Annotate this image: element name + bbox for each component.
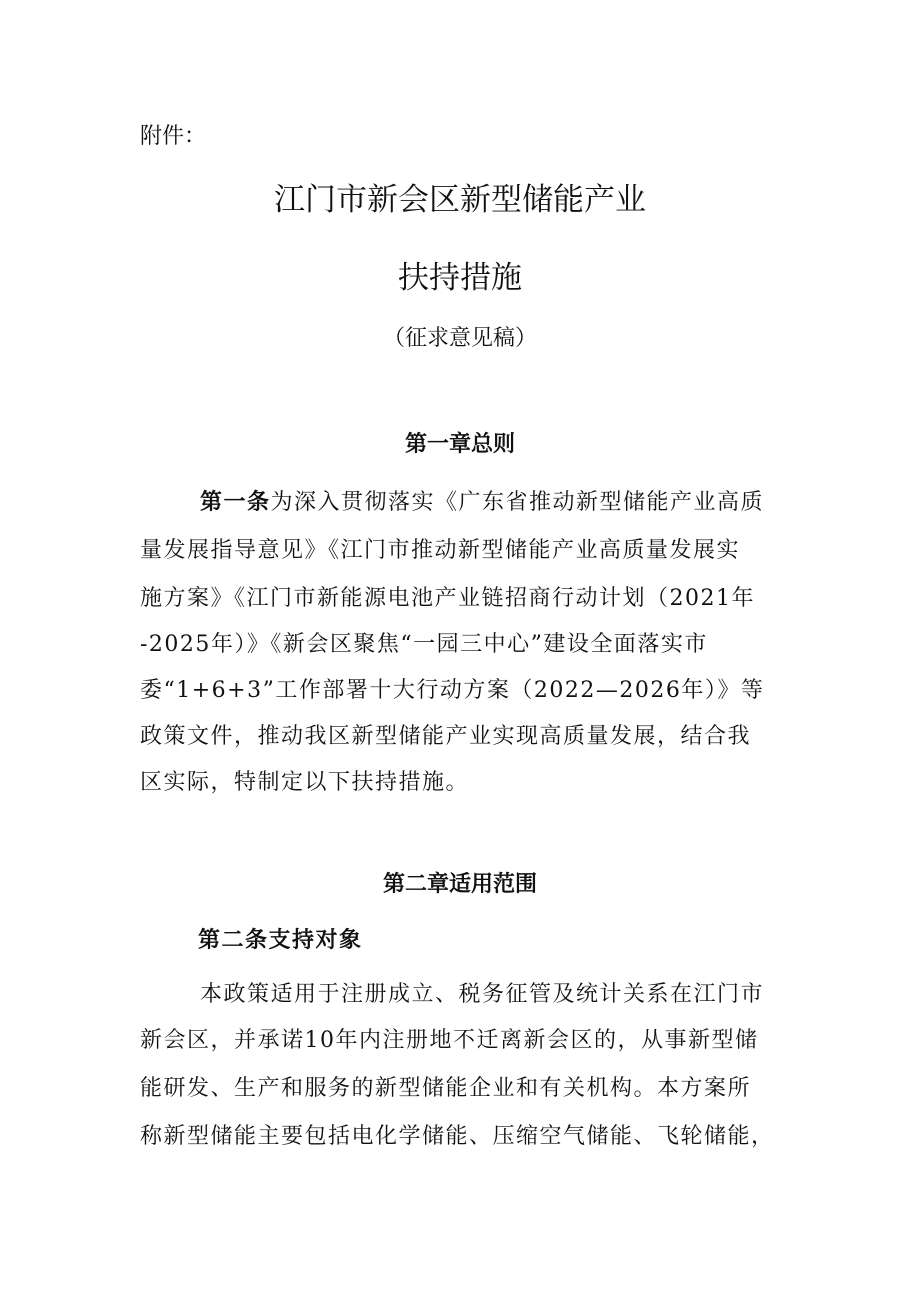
article-2-line-3: 能研发、生产和服务的新型储能企业和有关机构。本方案所: [140, 1076, 752, 1101]
chapter-1-heading: 第一章总则: [404, 432, 515, 457]
article-1-line-5: 委“1+6+3”工作部署十大行动方案（2022—2026年）》等: [140, 678, 765, 703]
attachment-label: 附件：: [140, 124, 207, 149]
article-1-text: 为深入贯彻落实《广东省推动新型储能产业高质: [270, 490, 765, 515]
article-1-line-3: 施方案》《江门市新能源电池产业链招商行动计划（2021年: [140, 586, 755, 611]
article-1-label: 第一条: [200, 490, 271, 515]
article-1-line-2: 量发展指导意见》《江门市推动新型储能产业高质量发展实: [140, 538, 741, 563]
document-title-line-1: 江门市新会区新型储能产业: [274, 182, 646, 218]
article-1-line-7: 区实际，特制定以下扶持措施。: [140, 770, 470, 795]
article-1-line-1: [200, 486, 850, 520]
document-subtitle: （征求意见稿）: [382, 326, 537, 351]
article-2-line-1: 本政策适用于注册成立、税务征管及统计关系在江门市: [200, 982, 765, 1007]
article-1-line-6: 政策文件，推动我区新型储能产业实现高质量发展，结合我: [140, 724, 752, 749]
article-2-heading: 第二条支持对象: [198, 928, 363, 953]
chapter-2-heading: 第二章适用范围: [382, 872, 537, 897]
document-title-line-2: 扶持措施: [398, 260, 522, 296]
article-1-line-4: -2025年）》《新会区聚焦“一园三中心”建设全面落实市: [140, 632, 708, 657]
article-2-line-2: 新会区，并承诺10年内注册地不迁离新会区的，从事新型储: [140, 1028, 759, 1053]
article-2-line-4: 称新型储能主要包括电化学储能、压缩空气储能、飞轮储能，: [140, 1124, 775, 1149]
